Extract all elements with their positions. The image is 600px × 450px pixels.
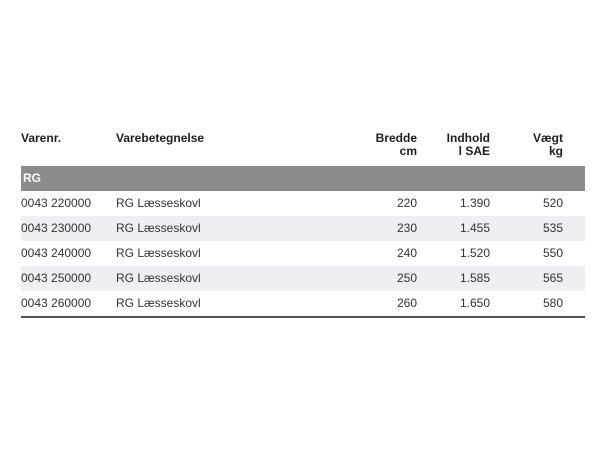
cell-varebetegnelse: RG Læsseskovl (116, 196, 201, 210)
cell-indhold: 1.390 (459, 196, 490, 210)
group-label: RG (23, 171, 41, 185)
cell-varenr: 0043 250000 (21, 271, 92, 285)
cell-varebetegnelse: RG Læsseskovl (116, 271, 201, 285)
cell-vaegt: 535 (542, 221, 563, 235)
header-bredde-unit: cm (399, 144, 417, 158)
table-row (21, 241, 585, 266)
table-row (21, 266, 585, 291)
header-indhold-label: Indhold (446, 131, 490, 145)
cell-indhold: 1.650 (459, 296, 490, 310)
cell-bredde: 250 (396, 271, 417, 285)
header-varenr-label: Varenr. (21, 131, 62, 145)
cell-indhold: 1.455 (459, 221, 490, 235)
cell-varebetegnelse: RG Læsseskovl (116, 246, 201, 260)
cell-varebetegnelse: RG Læsseskovl (116, 221, 201, 235)
table-row (21, 291, 585, 318)
header-varenr (21, 132, 61, 145)
header-bredde (376, 132, 417, 158)
cell-bredde: 260 (396, 296, 417, 310)
cell-vaegt: 550 (542, 246, 563, 260)
header-bredde-label: Bredde (375, 131, 417, 145)
header-varebetegnelse-label: Varebetegnelse (116, 131, 205, 145)
header-vaegt-label: Vægt (533, 131, 563, 145)
header-indhold-unit: l SAE (458, 144, 490, 158)
cell-varenr: 0043 220000 (21, 196, 92, 210)
header-vaegt (533, 132, 563, 158)
header-vaegt-unit: kg (548, 144, 563, 158)
table-header (21, 128, 585, 166)
header-indhold (447, 132, 490, 158)
cell-bredde: 230 (396, 221, 417, 235)
cell-varebetegnelse: RG Læsseskovl (116, 296, 201, 310)
header-varebetegnelse (116, 132, 204, 145)
cell-varenr: 0043 240000 (21, 246, 92, 260)
cell-vaegt: 520 (542, 196, 563, 210)
group-header-row (21, 166, 585, 191)
cell-varenr: 0043 260000 (21, 296, 92, 310)
table-row (21, 191, 585, 216)
product-table (21, 128, 585, 318)
cell-vaegt: 565 (542, 271, 563, 285)
cell-bredde: 220 (396, 196, 417, 210)
cell-varenr: 0043 230000 (21, 221, 92, 235)
table-row (21, 216, 585, 241)
cell-indhold: 1.585 (459, 271, 490, 285)
cell-vaegt: 580 (542, 296, 563, 310)
cell-bredde: 240 (396, 246, 417, 260)
cell-indhold: 1.520 (459, 246, 490, 260)
